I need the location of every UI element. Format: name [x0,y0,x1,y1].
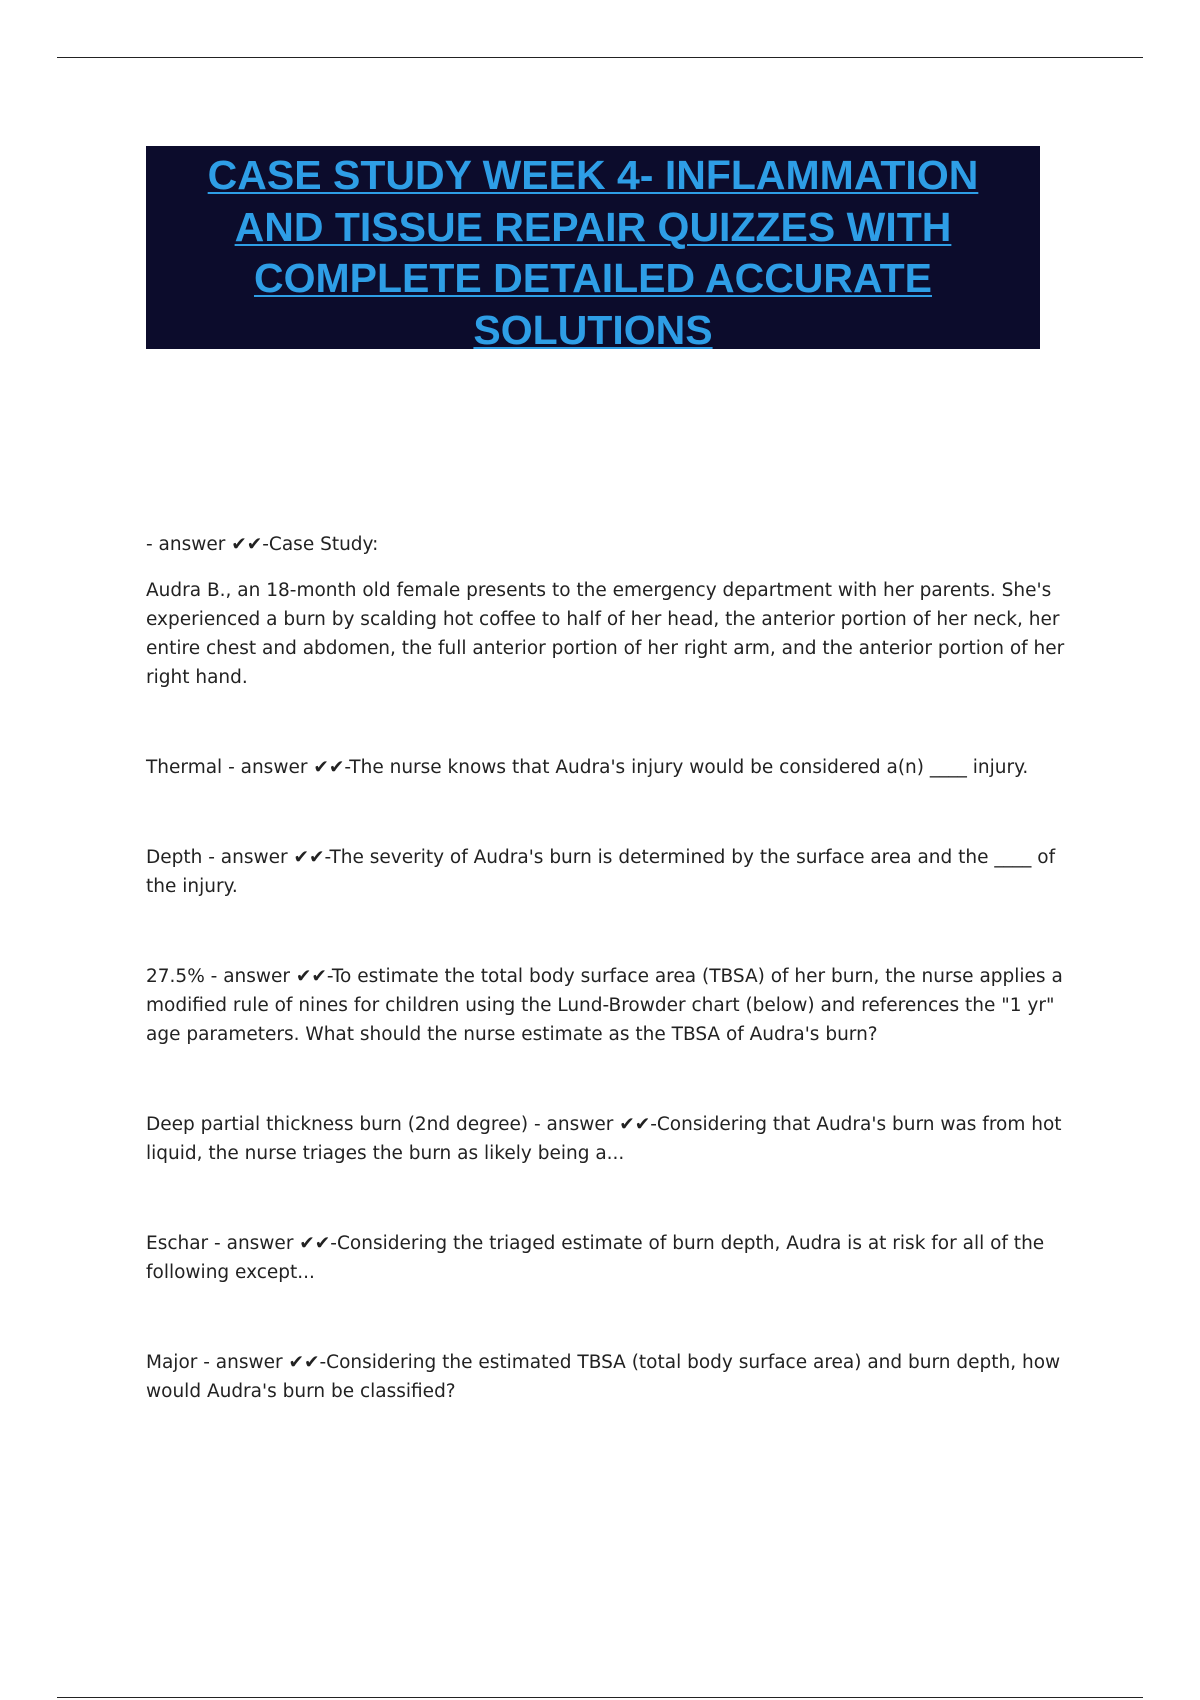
footer-rule [57,1697,1143,1698]
document-body [146,530,1071,1467]
document-title-link[interactable]: CASE STUDY WEEK 4- INFLAMMATION AND TISSUE REPAIR QUIZZES WITH COMPLETE DETAILED ACCURATE SOLUTIONS [207,152,979,353]
qa-item: Major - answer ✔✔-Considering the estimated TBSA (total body surface area) and burn depth, how would Audra's burn be classified? [146,1352,1061,1402]
title-banner [146,146,1040,353]
qa-item: Eschar - answer ✔✔-Considering the triaged estimate of burn depth, Audra is at risk for all of the following except... [146,1233,1045,1283]
qa-item: Thermal - answer ✔✔-The nurse knows that Audra's injury would be considered a(n) ____ injury. [146,757,1029,778]
case-study-text: Audra B., an 18-month old female presents to the emergency department with her parents. She's experienced a burn by scalding hot coffee to half of her head, the anterior portion of her neck, her entire chest and abdomen, the full anterior portion of her right arm, and the anterior portion of her right hand. [146,580,1065,688]
qa-item: Deep partial thickness burn (2nd degree) - answer ✔✔-Considering that Audra's burn was from hot liquid, the nurse triages the burn as likely being a... [146,1114,1062,1164]
qa-item: Depth - answer ✔✔-The severity of Audra's burn is determined by the surface area and the ____ of the injury. [146,847,1056,897]
qa-item: 27.5% - answer ✔✔-To estimate the total body surface area (TBSA) of her burn, the nurse applies a modified rule of nines for children using the Lund-Browder chart (below) and references the "1 yr" age parameters. What should the nurse estimate as the TBSA of Audra's burn? [146,966,1063,1045]
case-study-intro: - answer ✔✔-Case Study: [146,534,379,555]
header-rule [57,57,1143,58]
